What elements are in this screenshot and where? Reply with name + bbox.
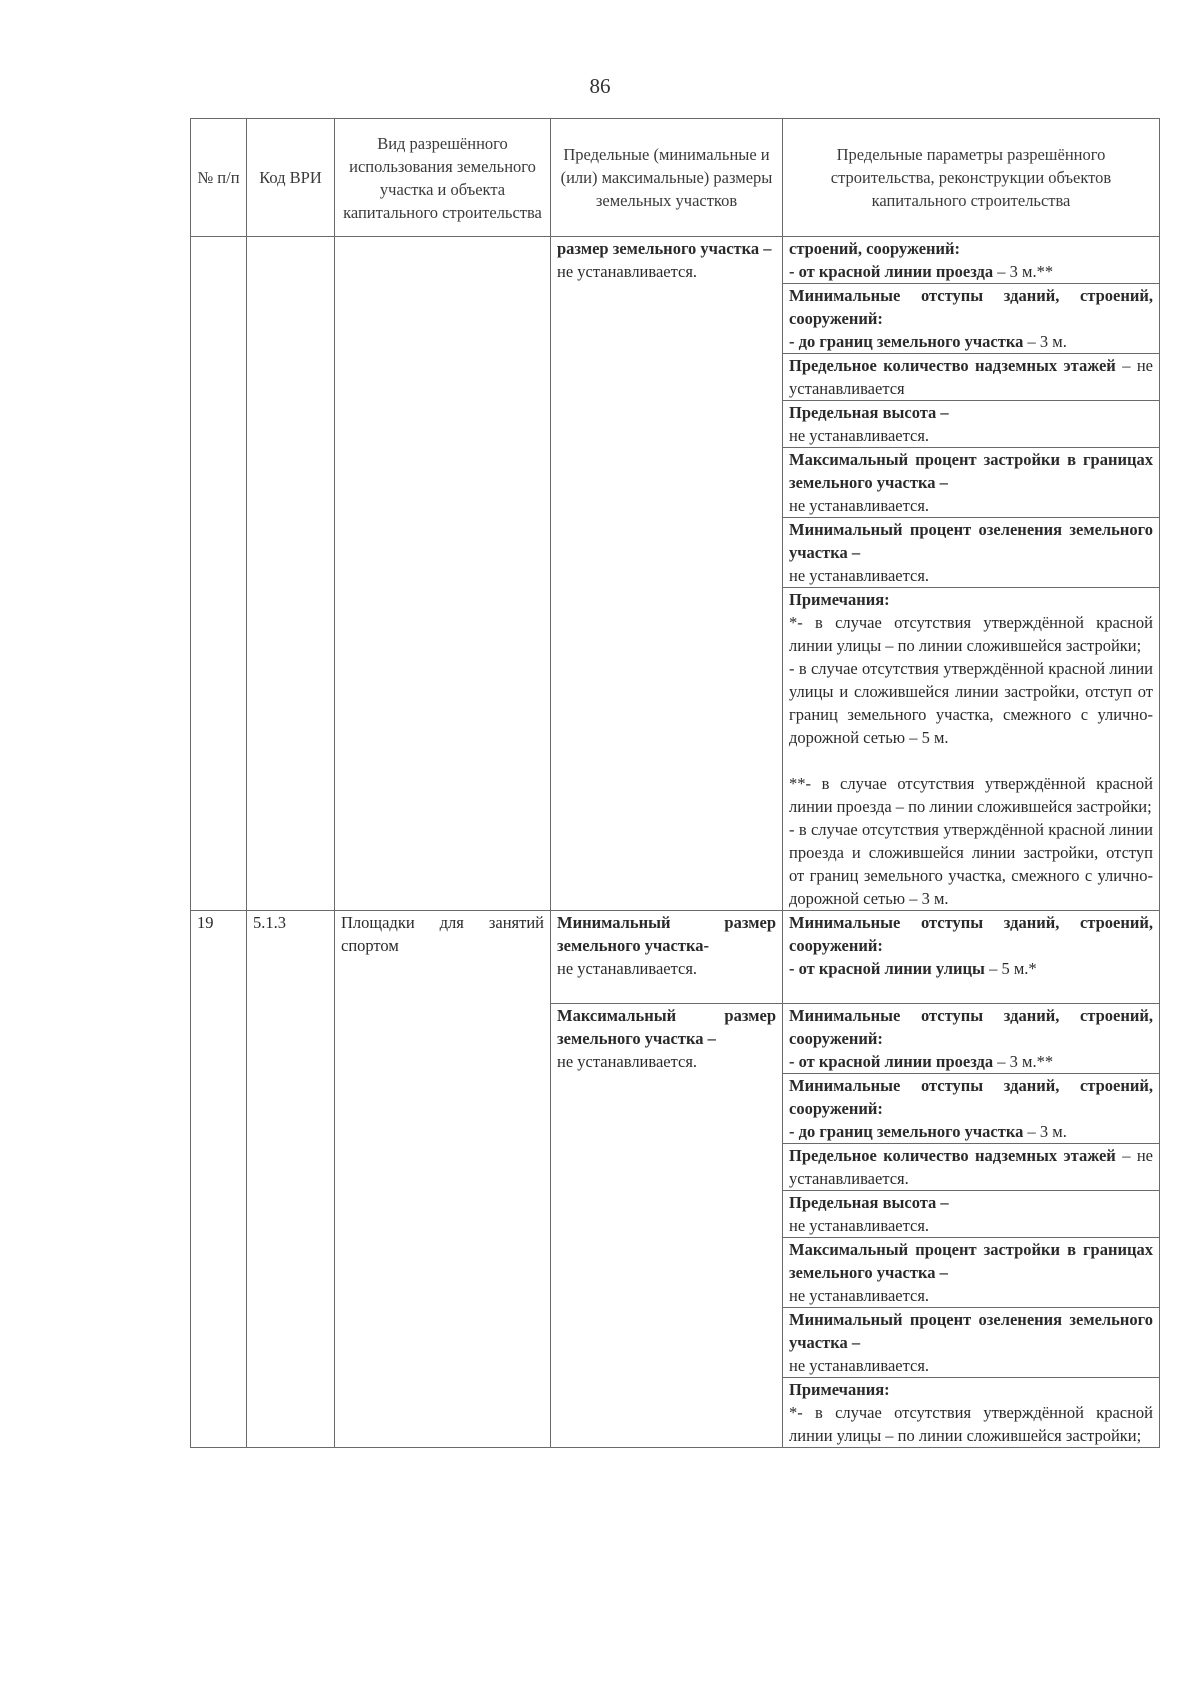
param-heading: Минимальные отступы зданий, строений, сооружений: [789, 1076, 1153, 1118]
param-heading: Предельная высота – [789, 1193, 949, 1212]
param-heading: Минимальный процент озеленения земельного участка – [789, 520, 1153, 562]
note-item: *- в случае отсутствия утверждённой красной линии улицы – по линии сложившейся застройки; [789, 1403, 1153, 1445]
param-heading: Минимальные отступы зданий, строений, сооружений: [789, 286, 1153, 328]
param-detail: - от красной линии проезда [789, 1052, 994, 1071]
param-value: не устанавливается. [789, 1216, 930, 1235]
param-floors [783, 354, 1160, 401]
header-number: № п/п [191, 119, 247, 237]
param-detail: - до границ земельного участка [789, 332, 1024, 351]
plot-size-heading: размер земельного участка – [557, 239, 772, 258]
param-detail: - от красной линии проезда [789, 262, 994, 281]
plot-size-value: не устанавливается. [557, 959, 698, 978]
param-value: – 5 м.* [984, 959, 1037, 978]
plot-size-value: не устанавливается. [557, 262, 698, 281]
cell-code: 5.1.3 [247, 911, 335, 1448]
param-driveway-setback [783, 1004, 1160, 1074]
param-heading: Минимальные отступы зданий, строений, сооружений: [789, 1006, 1153, 1048]
cell-plot-size-max [551, 237, 783, 911]
param-max-build-percent [783, 1238, 1160, 1308]
param-value: – 3 м. [1023, 1122, 1067, 1141]
note-item: - в случае отсутствия утверждённой красной линии проезда и сложившейся линии застройки, отступ от границ земельного участка, смежного с улично-дорожной сетью – 3 м. [789, 820, 1153, 908]
param-street-setback [783, 911, 1160, 1004]
param-height [783, 401, 1160, 448]
table-row-continued [191, 237, 1160, 284]
cell-number: 19 [191, 911, 247, 1448]
param-value: – 3 м. [1023, 332, 1067, 351]
param-max-build-percent [783, 448, 1160, 518]
param-heading: Предельное количество надземных этажей [789, 356, 1116, 375]
param-value: – 3 м.** [993, 1052, 1054, 1071]
param-heading: Предельная высота – [789, 403, 949, 422]
param-min-green-percent [783, 518, 1160, 588]
header-plot-sizes: Предельные (минимальные и (или) максимальные) размеры земельных участков [551, 119, 783, 237]
param-value: – не устанавливается [789, 356, 1153, 398]
param-heading: Минимальный процент озеленения земельного участка – [789, 1310, 1153, 1352]
header-construction-params: Предельные параметры разрешённого строительства, реконструкции объектов капитального строительства [783, 119, 1160, 237]
param-value: – 3 м.** [993, 262, 1054, 281]
param-value: не устанавливается. [789, 426, 930, 445]
param-heading: Максимальный процент застройки в границах земельного участка – [789, 450, 1153, 492]
cell-plot-size-min [551, 911, 783, 1004]
notes-title: Примечания: [789, 1380, 890, 1399]
cell-permitted-use: Площадки для занятий спортом [335, 911, 551, 1448]
param-street-setback-cont [783, 237, 1160, 284]
param-value: – не устанавливается. [789, 1146, 1153, 1188]
header-permitted-use: Вид разрешённого использования земельного участка и объекта капитального строительства [335, 119, 551, 237]
table-header-row [191, 119, 1160, 237]
note-item: - в случае отсутствия утверждённой красной линии улицы и сложившейся линии застройки, отступ от границ земельного участка, смежного с улично-дорожной сетью – 5 м. [789, 659, 1153, 747]
param-value: не устанавливается. [789, 496, 930, 515]
cell-name-empty [335, 237, 551, 911]
notes-cell [783, 1378, 1160, 1448]
cell-code-empty [247, 237, 335, 911]
plot-size-heading: Минимальный размер земельного участка- [557, 913, 776, 955]
plot-size-value: не устанавливается. [557, 1052, 698, 1071]
param-heading: Предельное количество надземных этажей [789, 1146, 1116, 1165]
page-number: 86 [589, 74, 611, 98]
notes-cell [783, 588, 1160, 911]
table-row-19 [191, 911, 1160, 1004]
param-heading: Минимальные отступы зданий, строений, сооружений: [789, 913, 1153, 955]
param-detail: - до границ земельного участка [789, 1122, 1024, 1141]
param-value: не устанавливается. [789, 566, 930, 585]
param-heading: Максимальный процент застройки в границах земельного участка – [789, 1240, 1153, 1282]
param-value: не устанавливается. [789, 1286, 930, 1305]
param-heading: строений, сооружений: [789, 239, 961, 258]
note-item: *- в случае отсутствия утверждённой красной линии улицы – по линии сложившейся застройки; [789, 613, 1153, 655]
header-code: Код ВРИ [247, 119, 335, 237]
notes-title: Примечания: [789, 590, 890, 609]
regulation-table [190, 118, 1160, 1448]
param-height [783, 1191, 1160, 1238]
param-floors [783, 1144, 1160, 1191]
param-plot-boundary-setback [783, 284, 1160, 354]
param-value: не устанавливается. [789, 1356, 930, 1375]
cell-plot-size-max [551, 1004, 783, 1448]
note-item: **- в случае отсутствия утверждённой красной линии проезда – по линии сложившейся застройки; [789, 774, 1153, 816]
plot-size-heading: Максимальный размер земельного участка – [557, 1006, 776, 1048]
cell-number-empty [191, 237, 247, 911]
param-detail: - от красной линии улицы [789, 959, 985, 978]
param-plot-boundary-setback [783, 1074, 1160, 1144]
param-min-green-percent [783, 1308, 1160, 1378]
